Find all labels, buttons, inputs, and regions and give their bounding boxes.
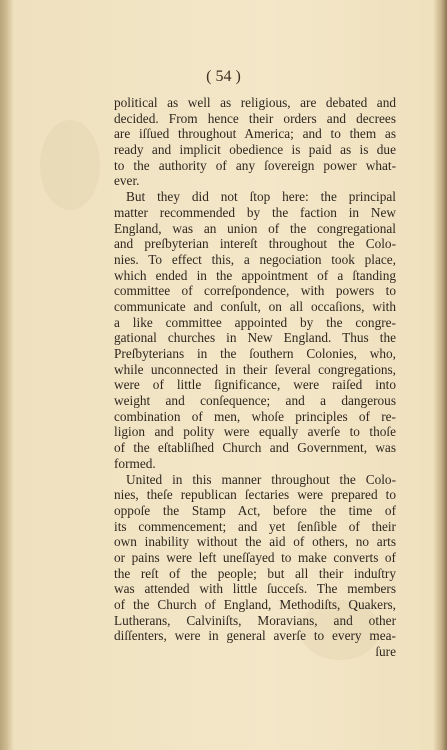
text-line: decided. From hence their orders and decrees <box>114 110 396 126</box>
text-line: are iſſued throughout America; and to them as <box>114 126 396 142</box>
text-line: But they did not ſtop here: the principal <box>126 189 396 205</box>
text-line: of the eſtabliſhed Church and Government, was <box>114 440 396 456</box>
text-line: ready and implicit obedience is paid as is due <box>114 142 396 158</box>
text-line: was attended with little ſucceſs. The members <box>114 581 396 597</box>
text-line: the reſt of the people; but all their induſtry <box>114 565 396 581</box>
text-line: its commencement; and yet ſenſible of their <box>114 518 396 534</box>
text-line: gational churches in New England. Thus the <box>114 330 396 346</box>
text-line: diſſenters, were in general averſe to every mea- <box>114 628 396 644</box>
text-line: weight and conſequence; and a dangerous <box>114 393 396 409</box>
text-line: communicate and conſult, on all occaſions, with <box>114 298 396 314</box>
text-line: nies. To effect this, a negociation took place, <box>114 251 396 267</box>
text-line: matter recommended by the faction in New <box>114 204 396 220</box>
text-line: or pains were left uneſſayed to make converts of <box>114 549 396 565</box>
text-line: political as well as religious, are debated and <box>114 95 396 110</box>
page-number: ( 54 ) <box>206 68 241 85</box>
text-line: while unconnected in their ſeveral congregations, <box>114 361 396 377</box>
text-line: nies, theſe republican ſectaries were prepared to <box>114 487 396 503</box>
body-text <box>114 95 396 660</box>
text-line: committee of correſpondence, with powers to <box>114 283 396 299</box>
text-line: Lutherans, Calviniſts, Moravians, and other <box>114 612 396 628</box>
text-line: a like committee appointed by the congre- <box>114 314 396 330</box>
text-line: Preſbyterians in the ſouthern Colonies, who, <box>114 346 396 361</box>
text-line: were of little ſignificance, were raiſed into <box>114 377 396 393</box>
text-line: ligion and polity were equally averſe to thoſe <box>114 424 396 440</box>
text-line: to the authority of any ſovereign power what- <box>114 157 396 173</box>
text-line: which ended in the appointment of a ſtanding <box>114 267 396 283</box>
text-line: oppoſe the Stamp Act, before the time of <box>114 502 396 518</box>
paper-stain <box>40 120 100 210</box>
text-line: of the Church of England, Methodiſts, Quakers, <box>114 597 396 612</box>
text-line: combination of men, whoſe principles of re- <box>114 408 396 424</box>
text-line: United in this manner throughout the Colo- <box>126 471 396 487</box>
text-line: formed. <box>114 455 156 471</box>
text-line: own inability without the aid of others, no arts <box>114 534 396 550</box>
text-line: England, was an union of the congregational <box>114 220 396 236</box>
text-line: ever. <box>114 173 140 189</box>
catchword: ſure <box>375 644 396 660</box>
text-line: and preſbyterian intereſt throughout the Colo- <box>114 236 396 252</box>
